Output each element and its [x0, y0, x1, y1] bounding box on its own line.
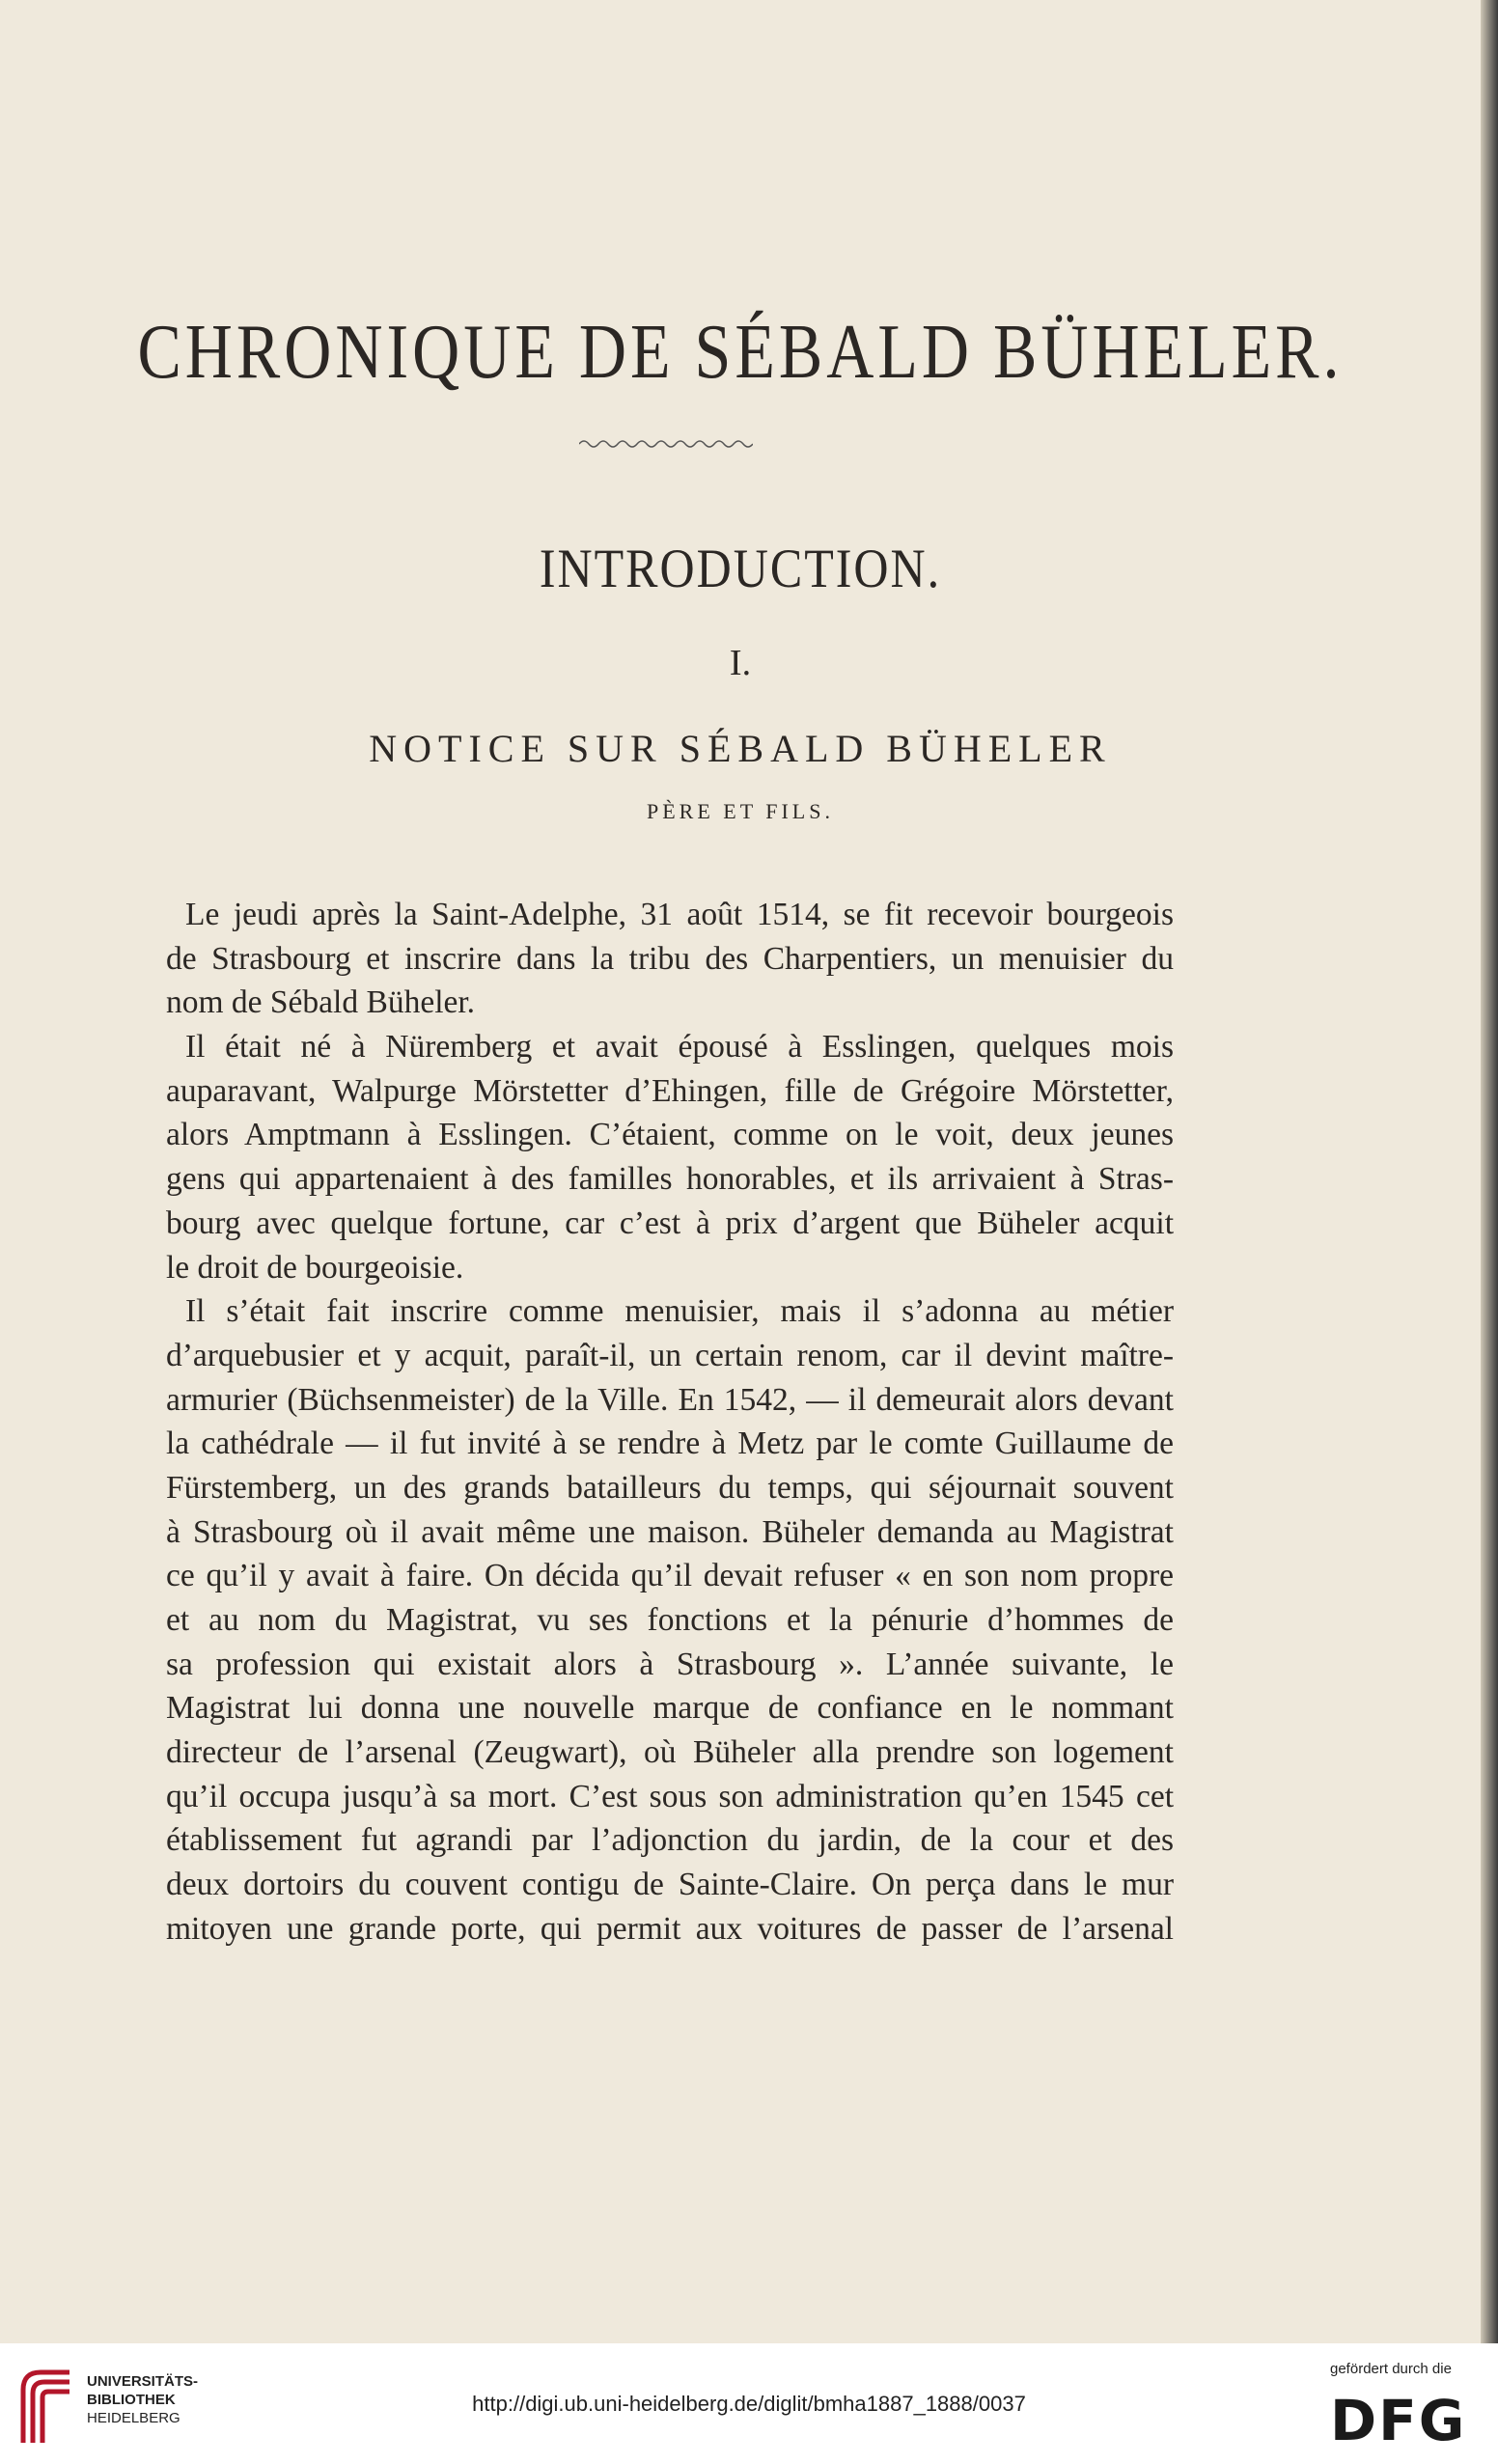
text-line: Fürstemberg, un des grands batailleurs du temps, qui séjournait souvent	[166, 1469, 1174, 1506]
text-line: et au nom du Magistrat, vu ses fonctions et la pénurie d’hommes de	[166, 1602, 1174, 1638]
notice-heading: NOTICE SUR SÉBALD BÜHELER	[369, 727, 1112, 770]
text-line: gens qui appartenaient à des familles honorables, et ils arrivaient à Stras-	[166, 1161, 1174, 1198]
text-line: à Strasbourg où il avait même une maison. Büheler demanda au Magistrat	[166, 1513, 1174, 1550]
text-line: sa profession qui existait alors à Strasbourg ». L’année suivante, le	[166, 1646, 1174, 1682]
document-url-link[interactable]: http://digi.ub.uni-heidelberg.de/diglit/bmha1887_1888/0037	[472, 2392, 1026, 2416]
text-line: le droit de bourgeoisie.	[166, 1249, 464, 1286]
text-line: armurier (Büchsenmeister) de la Ville. En 1542, — il demeurait alors devant	[166, 1381, 1174, 1418]
text-line: deux dortoirs du couvent contigu de Sainte-Claire. On perça dans le mur	[166, 1867, 1174, 1903]
text-line: Il s’était fait inscrire comme menuisier, mais il s’adonna au métier	[185, 1293, 1174, 1330]
text-line: auparavant, Walpurge Mörstetter d’Ehingen, fille de Grégoire Mörstetter,	[166, 1072, 1174, 1109]
notice-subheading: PÈRE ET FILS.	[646, 799, 834, 823]
text-line: établissement fut agrandi par l’adjonction du jardin, de la cour et des	[166, 1822, 1174, 1859]
text-line: Le jeudi après la Saint-Adelphe, 31 août 1514, se fit recevoir bourgeois	[185, 897, 1174, 932]
library-name-line: HEIDELBERG	[87, 2410, 180, 2426]
library-name-line: BIBLIOTHEK	[87, 2392, 176, 2408]
text-line: nom de Sébald Büheler.	[166, 984, 476, 1021]
section-heading: INTRODUCTION.	[539, 537, 942, 599]
body-text	[166, 893, 1174, 1952]
chronicle-title: CHRONIQUE DE SÉBALD BÜHELER.	[137, 308, 1344, 395]
text-line: Il était né à Nüremberg et avait épousé à Esslingen, quelques mois	[185, 1029, 1174, 1066]
text-line: alors Amptmann à Esslingen. C’étaient, comme on le voit, deux jeunes	[166, 1117, 1174, 1153]
text-line: mitoyen une grande porte, qui permit aux voitures de passer de l’arsenal	[166, 1910, 1174, 1947]
text-line: Magistrat lui donna une nouvelle marque de confiance en le nommant	[166, 1690, 1174, 1727]
section-numeral: I.	[729, 643, 752, 683]
text-line: bourg avec quelque fortune, car c’est à prix d’argent que Büheler acquit	[166, 1204, 1174, 1241]
text-line: directeur de l’arsenal (Zeugwart), où Büheler alla prendre son logement	[166, 1734, 1174, 1771]
text-line: d’arquebusier et y acquit, paraît-il, un certain renom, car il devint maître-	[166, 1337, 1174, 1373]
text-line: qu’il occupa jusqu’à sa mort. C’est sous son administration qu’en 1545 cet	[166, 1778, 1174, 1814]
library-name-line: UNIVERSITÄTS-	[87, 2373, 199, 2390]
ornament-divider-icon	[579, 434, 753, 454]
text-line: la cathédrale — il fut invité à se rendre à Metz par le comte Guillaume de	[166, 1426, 1174, 1462]
footer-bar	[0, 2343, 1498, 2464]
funded-by-label: gefördert durch die	[1330, 2361, 1452, 2377]
page-edge-shadow	[1481, 0, 1498, 2343]
text-line: de Strasbourg et inscrire dans la tribu des Charpentiers, un menuisier du	[166, 940, 1174, 977]
dfg-logo[interactable]: DFG	[1330, 2388, 1467, 2453]
text-line: ce qu’il y avait à faire. On décida qu’il devait refuser « en son nom propre	[166, 1558, 1174, 1594]
